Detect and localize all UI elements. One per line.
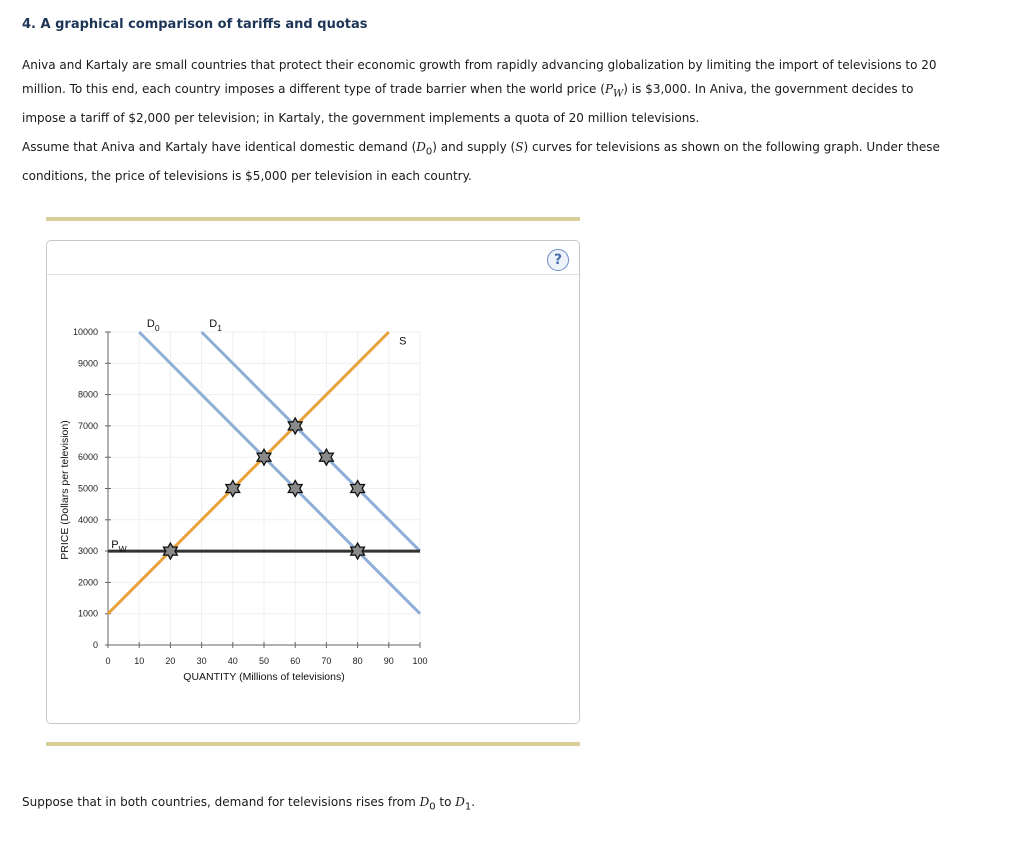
x-axis-label: QUANTITY (Millions of televisions) [183, 671, 345, 683]
chart-grid [108, 332, 420, 645]
y-tick-label: 10000 [72, 327, 98, 337]
y-tick-label: 7000 [77, 420, 98, 431]
y-tick-label: 0 [92, 640, 98, 650]
y-tick-label: 6000 [77, 452, 98, 463]
series-line-d0 [139, 332, 420, 614]
followup-text: Suppose that in both countries, demand for televisions rises from $D_0$ to $D_1$. [22, 795, 476, 813]
y-axis-label: PRICE (Dollars per television) [59, 420, 71, 560]
y-tick-label: 2000 [77, 577, 98, 588]
divider-bottom [46, 742, 580, 746]
series-line-d1 [202, 332, 420, 551]
y-tick-label: 5000 [77, 483, 98, 494]
y-tick-label: 1000 [77, 608, 98, 619]
x-tick-label: 20 [165, 656, 176, 666]
x-tick-label: 80 [352, 656, 363, 666]
chart-axes [73, 327, 428, 666]
curve-label-d1: $D_1$ [209, 318, 222, 333]
x-tick-label: 50 [258, 656, 270, 666]
series-line-s [108, 332, 389, 614]
x-tick-label: 60 [290, 656, 301, 666]
x-tick-label: 90 [383, 656, 394, 666]
x-tick-label: 10 [134, 656, 145, 666]
curve-label-d0: $D_0$ [146, 318, 160, 333]
help-icon[interactable]: ? [547, 249, 569, 271]
x-tick-label: 40 [227, 656, 238, 666]
x-tick-label: 30 [196, 656, 207, 666]
y-tick-label: 9000 [77, 358, 98, 369]
curve-label-s: S [399, 335, 407, 348]
curve-label-pw: $P_W$ [111, 538, 127, 554]
y-tick-label: 4000 [77, 514, 98, 525]
question-title: 4. A graphical comparison of tariffs and quotas [22, 17, 368, 32]
chart-labels [111, 318, 406, 554]
y-tick-label: 8000 [77, 389, 98, 400]
y-tick-label: 3000 [77, 546, 98, 557]
x-tick-label: 70 [321, 656, 332, 666]
assumption-paragraph: Assume that Aniva and Kartaly have identical domestic demand $(D_0)$ and supply (S) curves for televisions as shown on the following graph. Under these conditions, the price of televisions is $5,000 per television in each country. [22, 140, 940, 184]
x-tick-label: 100 [412, 656, 428, 666]
x-tick-label: 0 [105, 656, 111, 666]
intro-paragraph: Aniva and Kartaly are small countries that protect their economic growth from rapidly advancing globalization by limiting the import of televisions to 20 million. To this end, each country imposes a different type of trade barrier when the world price $(P_W)$ is $3,000. In Aniva, the government decides to impose a tariff of $2,000 per television; in Kartaly, the government implements a quota of 20 million televisions. [22, 58, 937, 126]
